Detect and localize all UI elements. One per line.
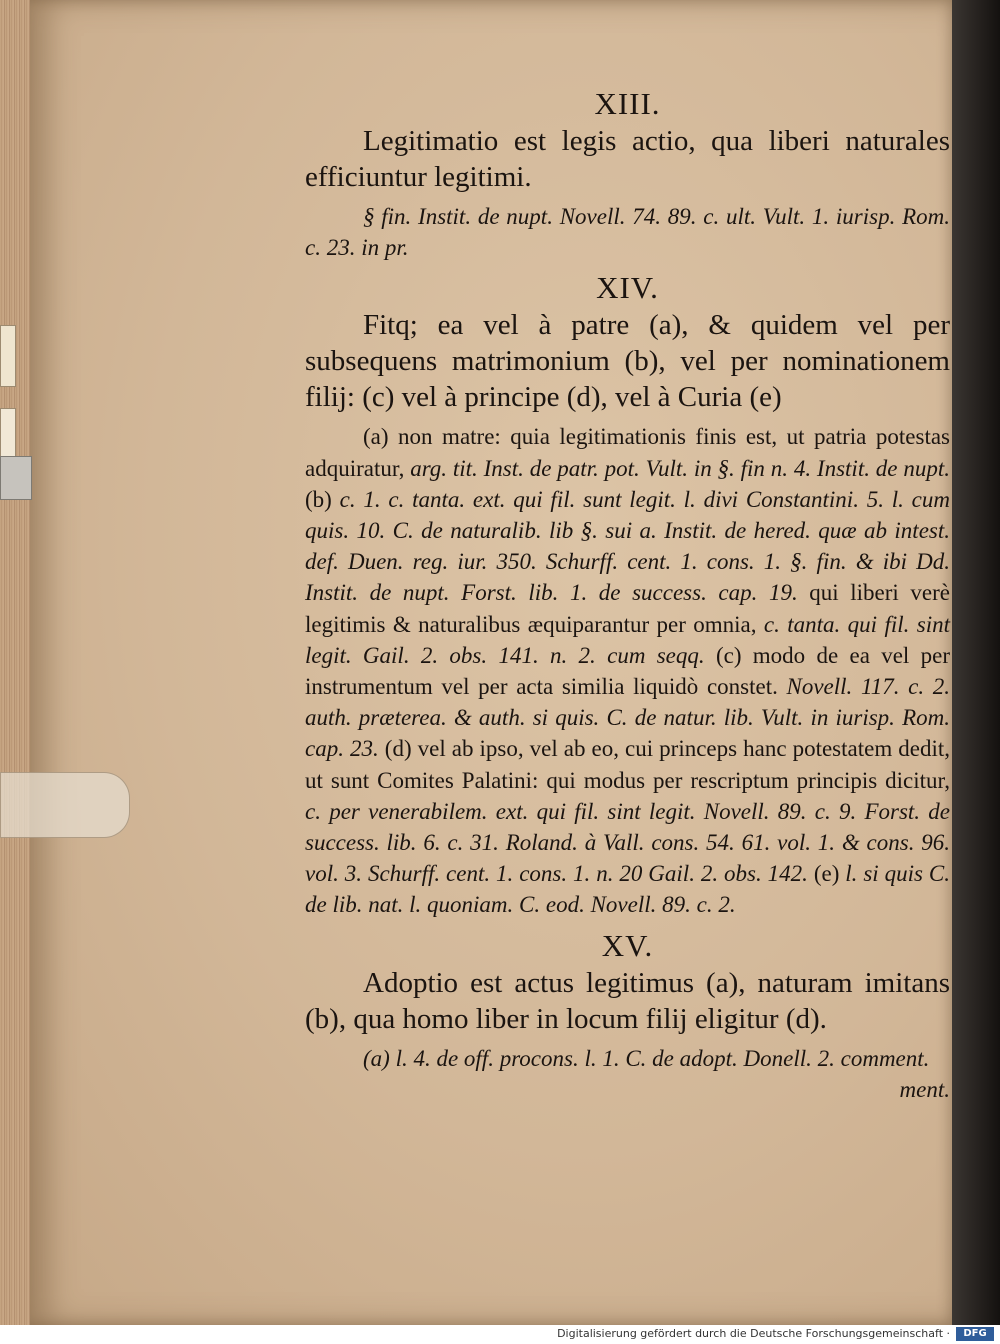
paper-tab [0,408,16,458]
citation-italic: c. per venerabilem. ext. qui fil. sint legit. Novell. 89. c. 9. Forst. de success. lib. 6. c. 31. Roland. à Vall. cons. 54. 61. vol. 1. & cons. 96. vol. 3. Schurff. cent. 1. cons. 1. n. 20 Gail. 2. obs. 142. [305,798,950,887]
section-heading: XIV. [596,270,659,306]
citation-notes [305,421,950,920]
citation-italic: c. tanta. qui fil. sint legit. Gail. 2. obs. 141. n. 2. cum seqq. [305,611,950,668]
section-definition: Adoptio est actus legitimus (a), naturam imitans (b), qua homo liber in locum filij eligitur (d). [305,966,950,1035]
note-text: (c) modo de ea vel per instrumentum vel per acta similia liquidò constet. [305,642,950,700]
citation-notes: (a) l. 4. de off. procons. l. 1. C. de adopt. Donell. 2. comment. [363,1045,930,1071]
citation-notes: § fin. Instit. de nupt. Novell. 74. 89. c. ult. Vult. 1. iurisp. Rom. c. 23. in pr. [305,204,950,261]
citation-italic: arg. tit. Inst. de patr. pot. Vult. in §. fin n. 4. Instit. de nupt. [410,455,950,481]
paper-slip [0,772,130,838]
digitization-footer [0,1325,1000,1344]
section-definition: Fitq; ea vel à patre (a), & quidem vel per subsequens matrimonium (b), vel per nominationem filij: (c) vel à principe (d), vel à Curia (e) [305,309,950,414]
citation-italic: Novell. 117. c. 2. auth. præterea. & auth. si quis. C. de natur. lib. Vult. in iurisp. Rom. cap. 23. [305,674,950,762]
page-text [305,85,950,1105]
note-text: (a) non matre: quia legitimationis finis est, ut patria potestas adquiratur, [305,424,950,481]
scanner-background [952,0,1000,1325]
section-heading: XIII. [594,86,661,121]
dfg-logo: DFG [956,1327,994,1341]
section-definition: Legitimatio est legis actio, qua liberi naturales efficiuntur legitimi. [305,125,950,193]
catchword: ment. [899,1076,950,1102]
funding-credit: Digitalisierung gefördert durch die Deutsche Forschungsgemeinschaft · [557,1327,950,1340]
note-text: (b) [305,486,340,512]
note-text: (e) [807,861,846,887]
paper-tab [0,456,32,500]
note-text: qui liberi verè legitimis & naturalibus æquiparantur per omnia, [305,580,950,637]
citation-italic: c. 1. c. tanta. ext. qui fil. sunt legit. l. divi Constantini. 5. l. cum quis. 10. C. de naturalib. lib §. sui a. Instit. de hered. quæ ab intest. def. Duen. reg. iur. 350. Schurff. cent. 1. cons. 1. §. fin. & ibi Dd. Instit. de nupt. Forst. lib. 1. de success. cap. 19. [305,486,950,606]
section-heading: XV. [601,927,654,963]
paper-tab [0,325,16,387]
citation-italic: l. si quis C. de lib. nat. l. quoniam. C. eod. Novell. 89. c. 2. [305,861,950,918]
note-text: (d) vel ab ipso, vel ab eo, cui princeps hanc potestatem dedit, ut sunt Comites Palatini: qui modus per rescriptum principis dicitur, [305,736,950,793]
